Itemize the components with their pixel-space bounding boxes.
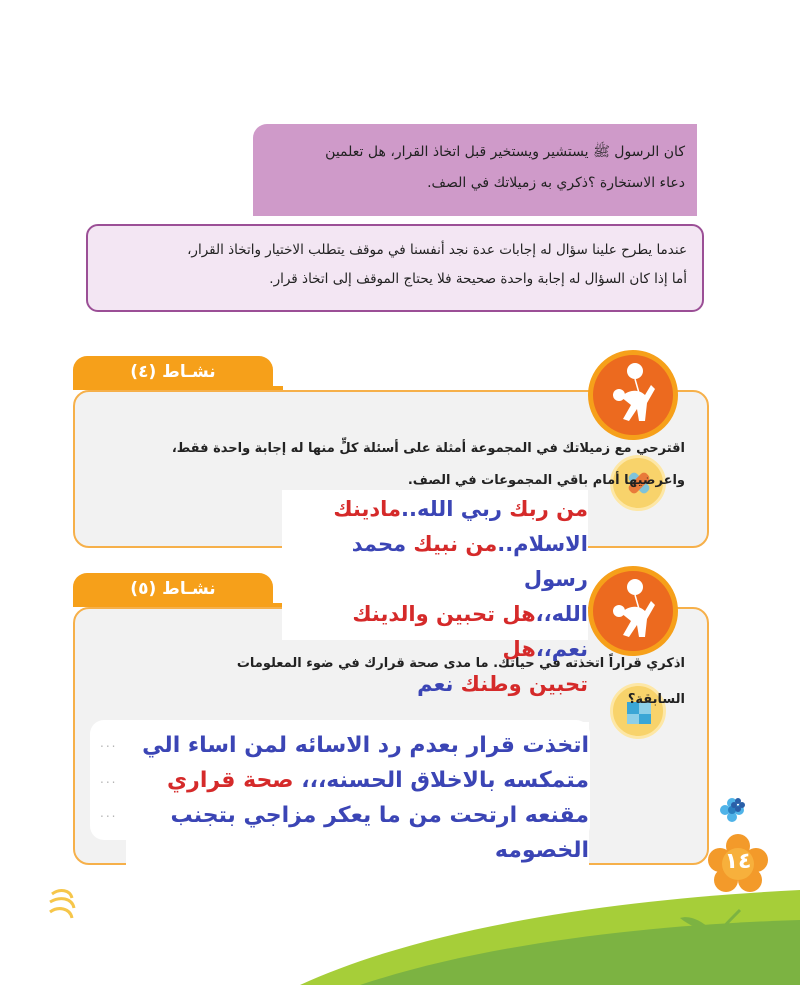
bottom-wave-decoration bbox=[0, 870, 800, 985]
activity4-instructions bbox=[85, 433, 685, 497]
activity4-tab bbox=[73, 356, 273, 388]
answer5-line-1: اتخذت قرار بعدم رد الاسائه لمن اساء الي bbox=[142, 733, 589, 758]
answer4-line-2 bbox=[282, 527, 588, 597]
page-number: ١٤ bbox=[724, 849, 752, 874]
answer4-q3: من نبيك bbox=[413, 532, 498, 556]
activity-icon-5 bbox=[588, 566, 678, 656]
activity5-title: نشـاط (٥) bbox=[130, 579, 216, 599]
activity-icon-4 bbox=[588, 350, 678, 440]
activity4-line-1: اقترحي مع زميلاتك في المجموعة أمثلة على أسئلة كلٍّ منها له إجابة واحدة فقط، bbox=[171, 441, 685, 456]
answer4-q5b: تحبين وطنك bbox=[460, 672, 588, 696]
answer4-q2: مادينك bbox=[333, 497, 402, 521]
answer-dots-2: ... bbox=[100, 772, 118, 786]
answer5-line-2 bbox=[126, 763, 589, 798]
tiny-flower-icon bbox=[731, 798, 745, 812]
answer5-line-3: مقنعه ارتحت من ما يعكر مزاجي بتجنب bbox=[170, 803, 589, 828]
balloon-person-icon bbox=[593, 355, 673, 435]
activity5-line-2: السابقة؟ bbox=[627, 692, 685, 707]
activity4-answer bbox=[282, 492, 588, 702]
publisher-logo-icon bbox=[42, 886, 82, 926]
answer4-q4: هل تحبين والدينك bbox=[352, 602, 536, 626]
activity5-answer bbox=[126, 728, 589, 868]
answer-dots-1: ... bbox=[100, 736, 118, 750]
intro-line-1: كان الرسول ﷺ يستشير ويستخير قبل اتخاذ القرار، هل تعلمين bbox=[325, 144, 685, 160]
balloon-person-icon bbox=[593, 571, 673, 651]
intro-text bbox=[255, 137, 685, 199]
activity5-line-1: اذكري قراراً اتخذته في حياتك. ما مدى صحة قرارك في ضوء المعلومات bbox=[236, 656, 685, 671]
answer4-a2: الاسلام.. bbox=[497, 532, 588, 556]
answer4-line-1 bbox=[282, 492, 588, 527]
answer4-q5a: هل bbox=[502, 637, 536, 661]
answer4-a5: نعم bbox=[417, 672, 454, 696]
answer4-a3: محمد رسول bbox=[351, 532, 588, 591]
activity5-tab bbox=[73, 573, 273, 605]
activity4-title: نشـاط (٤) bbox=[130, 362, 216, 382]
answer5-line-4: الخصومه bbox=[494, 838, 589, 863]
answer4-a3b: الله،، bbox=[535, 602, 588, 626]
activity4-line-2: واعرضيها أمام باقي المجموعات في الصف. bbox=[407, 473, 685, 488]
definition-line-2: أما إذا كان السؤال له إجابة واحدة صحيحة فلا يحتاج الموقف إلى اتخاذ قرار. bbox=[269, 271, 687, 287]
answer5-line-2-red: صحة قراري bbox=[166, 768, 294, 793]
answer4-line-4 bbox=[282, 667, 588, 702]
answer4-line-3 bbox=[282, 597, 588, 667]
definition-text bbox=[87, 236, 687, 294]
answer-dots-3: ... bbox=[100, 806, 118, 820]
answer4-q1: من ربك bbox=[509, 497, 588, 521]
intro-line-2: دعاء الاستخارة ؟ذكري به زميلاتك في الصف. bbox=[427, 175, 685, 191]
answer4-a1: ربي الله.. bbox=[401, 497, 502, 521]
definition-line-1: عندما يطرح علينا سؤال له إجابات عدة نجد أنفسنا في موقف يتطلب الاختيار واتخاذ القرار، bbox=[187, 242, 687, 258]
answer5-line-2-blue: متمكسه بالاخلاق الحسنه،،، bbox=[301, 768, 589, 793]
answer4-a4: نعم،، bbox=[535, 637, 588, 661]
